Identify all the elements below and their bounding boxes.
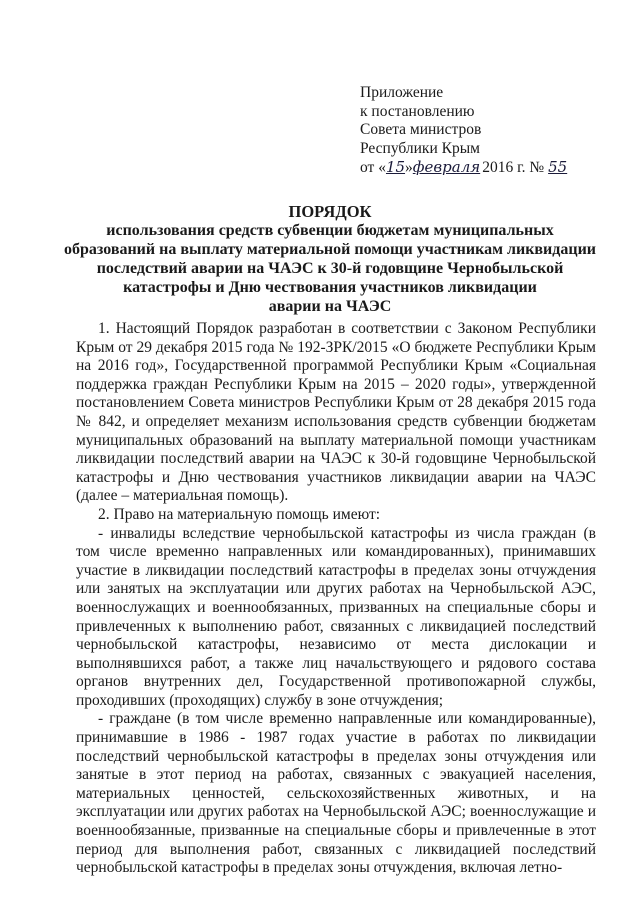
title-line: использования средств субвенции бюджетам муниципальных bbox=[106, 222, 554, 239]
title-line: образований на выплату материальной помощи участникам ликвидации bbox=[63, 241, 597, 258]
date-close: » bbox=[405, 159, 413, 176]
date-month: февраля bbox=[412, 158, 481, 176]
paragraph: - граждане (в том числе временно направленные или командированные), принимавшие в 1986 - 1987 годах участие в работах по ликвидации последствий чернобыльской катастрофы в пределах зоны отчуждения или занятые в этот период на работах, связанных с эвакуацией населения, материальных ценностей, сельскохозяйственных животных, и на эксплуатации или других работах на Чернобыльской АЭС; военнослужащие и военнообязанные, призванные на специальные сборы и привлеченные в этот период для выполнения работ, связанных с ликвидацией последствий чернобыльской катастрофы в пределах зоны отчуждения, включая летно- bbox=[76, 710, 596, 877]
document-title bbox=[60, 202, 600, 316]
appendix-block bbox=[360, 84, 620, 178]
appendix-date bbox=[360, 158, 620, 178]
paragraph: 2. Право на материальную помощь имеют: bbox=[98, 505, 381, 523]
appendix-line: Совета министров bbox=[360, 121, 482, 138]
date-day: 15 bbox=[385, 158, 406, 176]
date-prefix: от « bbox=[360, 159, 386, 176]
title-heading: ПОРЯДОК bbox=[288, 202, 372, 221]
appendix-line: Республики Крым bbox=[360, 139, 480, 157]
appendix-line: к постановлению bbox=[360, 102, 475, 120]
date-year: 2016 г. № bbox=[482, 159, 545, 176]
document-body bbox=[76, 320, 596, 878]
title-line: аварии на ЧАЭС bbox=[268, 298, 392, 315]
paragraph: - инвалиды вследствие чернобыльской катастрофы из числа граждан (в том числе временно направленных или командированных), принимавших участие в ликвидации последствий катастрофы в пределах зоны отчуждения или занятых на эксплуатации или других работах на Чернобыльской АЭС, военнослужащих и военнообязанных, призванных на специальные сборы и привлеченных к выполнению работ, связанных с ликвидацией последствий чернобыльской катастрофы, независимо от места дислокации и выполнявшихся работ, а также лиц начальствующего и рядового состава органов внутренних дел, Государственной противопожарной службы, проходивших (проходящих) службу в зоне отчуждения; bbox=[76, 524, 596, 709]
title-line: последствий аварии на ЧАЭС к 30-й годовщине Чернобыльской bbox=[96, 260, 564, 277]
paragraph: 1. Настоящий Порядок разработан в соответствии с Законом Республики Крым от 29 декабря 2015 года № 192-ЗРК/2015 «О бюджете Республики Крым на 2016 год», Государственной программой Республики Крым «Социальная поддержка граждан Республики Крым на 2015 – 2020 годы», утвержденной постановлением Совета министров Республики Крым от 28 декабря 2015 года № 842, и определяет механизм использования средств субвенции бюджетам муниципальных образований на выплату материальной помощи участникам ликвидации последствий аварии на ЧАЭС к 30-й годовщине Чернобыльской катастрофы и Дню чествования участников ликвидации аварии на ЧАЭС (далее – материальная помощь). bbox=[76, 320, 596, 505]
doc-number: 55 bbox=[548, 158, 568, 176]
title-line: катастрофы и Дню чествования участников ликвидации bbox=[123, 279, 537, 296]
appendix-line: Приложение bbox=[360, 84, 444, 101]
